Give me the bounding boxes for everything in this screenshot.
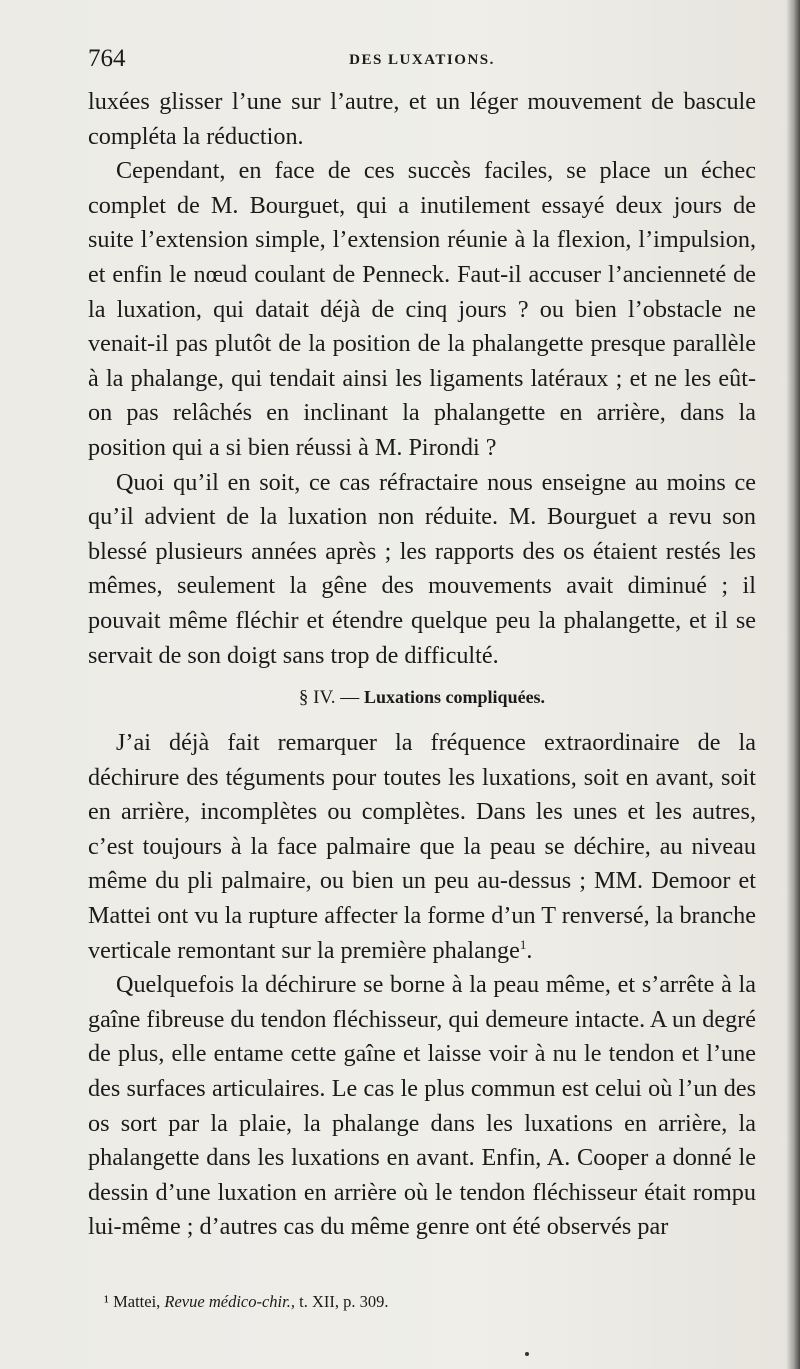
section-number: § IV. —	[298, 687, 360, 709]
paragraph	[88, 968, 756, 1245]
body-text	[88, 85, 756, 1245]
paragraph: Cependant, en face de ces succès faciles, se place un échec complet de M. Bourguet, qui a inutilement essayé deux jours de suite l’extension simple, l’extension réunie à la flexion, l’impulsion, et enfin le nœud coulant de Penneck. Faut-il accuser l’ancienneté de la luxation, qui datait déjà de cinq jours ? ou bien l’obstacle ne venait-il pas plutôt de la position de la phalangette presque parallèle à la phalange, qui tendait ainsi les ligaments latéraux ; et ne les eût-on pas relâchés en inclinant la phalangette en arrière, dans la position qui a si bien réussi à M. Pirondi ?	[88, 157, 756, 461]
paragraph-text: J’ai déjà fait remarquer la fréquence extraordinaire de la déchirure des téguments pour toutes les luxations, soit en avant, soit en arrière, incomplètes ou complètes. Dans les unes et les autres, c’est toujours à la face palmaire que la peau se déchire, au niveau même du pli palmaire, ou bien un peu au-dessus ; MM. Demoor et Mattei ont vu la rupture affecter la forme d’un T renversé, la branche verticale remontant sur la première phalange	[88, 729, 756, 964]
section-heading	[88, 683, 756, 712]
page-edge-shadow	[786, 0, 800, 1369]
paragraph	[88, 726, 756, 968]
paragraph-text: Quelquefois la déchirure se borne à la peau même, et s’arrête à la gaîne fibreuse du tendon fléchisseur, qui demeure intacte. A un degré de plus, elle entame cette gaîne et laisse voir à nu le tendon et l’une des surfaces articulaires. Le cas le plus commun est celui où l’un des os sort par la plaie, la phalange dans les luxations en arrière, la phalangette dans les luxations en avant. Enfin, A. Cooper a donné le dessin d’une luxation en arrière où le tendon fléchisseur était rompu lui-même ; d’autres cas du même genre ont été observés par	[88, 971, 756, 1241]
running-head	[88, 44, 756, 78]
section-title: Luxations compliquées.	[364, 687, 546, 708]
footnote-reference[interactable]: 1	[519, 936, 527, 952]
print-speck	[525, 1352, 529, 1356]
paragraph: Quoi qu’il en soit, ce cas réfractaire nous enseigne au moins ce qu’il advient de la luxation non réduite. M. Bourguet a revu son blessé plusieurs années après ; les rapports des os étaient restés les mêmes, seulement la gêne des mouvements avait diminué ; il pouvait même fléchir et étendre quelque peu la phalangette, et il se servait de son doigt sans trop de difficulté.	[88, 468, 756, 669]
footnote-journal: Revue médico-chir.,	[164, 1292, 295, 1311]
running-title: DES LUXATIONS.	[349, 52, 495, 68]
footnote-marker: ¹	[104, 1292, 109, 1311]
footnote-ref: t. XII, p. 309.	[299, 1292, 389, 1311]
paragraph-tail: .	[526, 936, 533, 964]
paragraph-continued: luxées glisser l’une sur l’autre, et un léger mouvement de bascule compléta la réduction.	[88, 88, 756, 150]
footnote-author: Mattei,	[113, 1292, 161, 1311]
footnote	[104, 1290, 744, 1314]
page-number: 764	[88, 45, 126, 72]
